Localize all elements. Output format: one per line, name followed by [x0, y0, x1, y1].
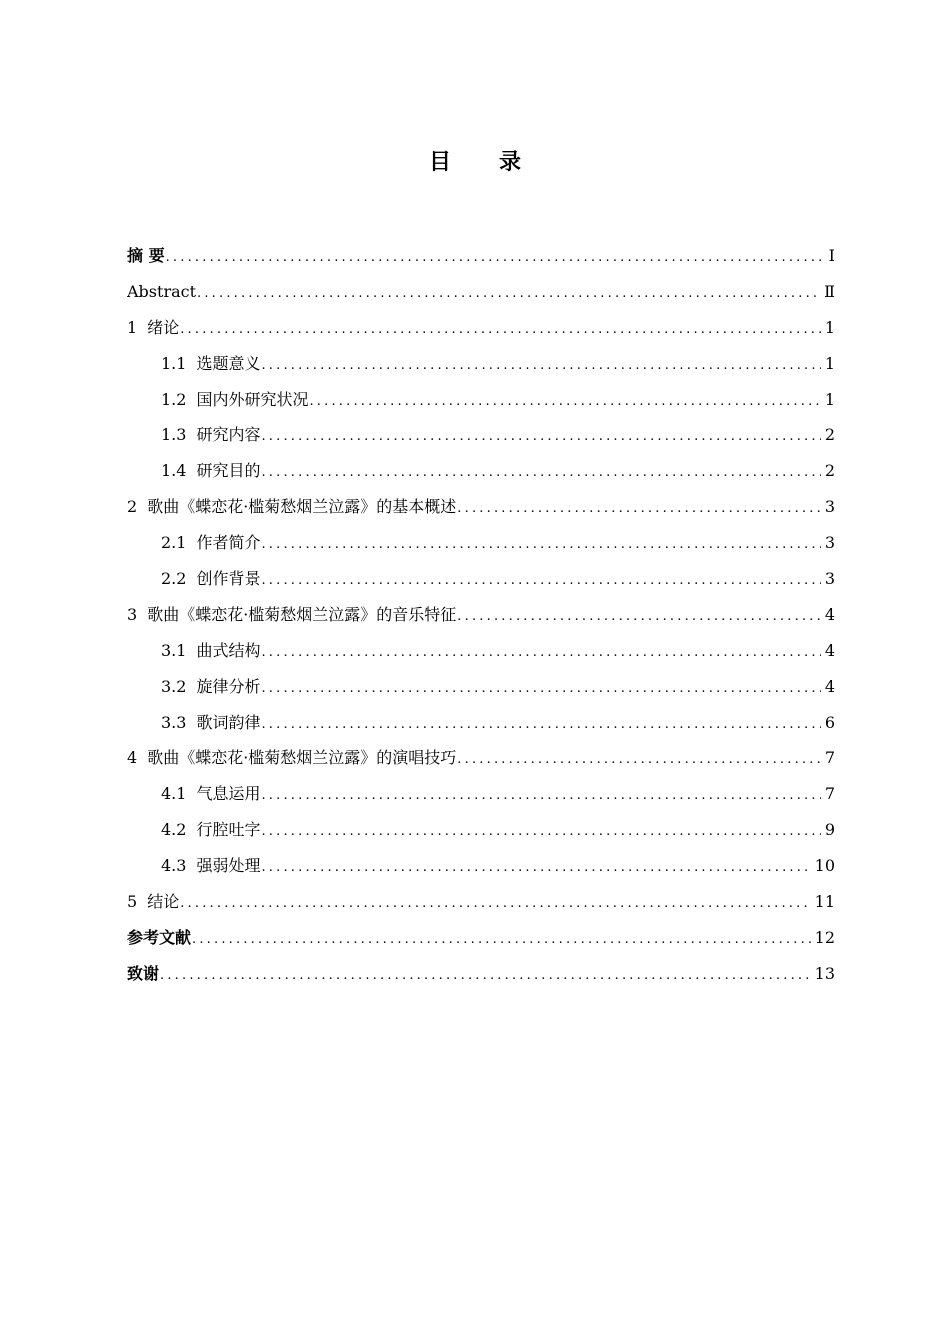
toc-entry-page-number: Ⅰ — [828, 246, 835, 265]
toc-entry[interactable] — [127, 705, 835, 741]
toc-entry-page-number: 6 — [824, 712, 835, 732]
toc-entry-page-number: Ⅱ — [824, 281, 835, 301]
toc-dot-leader — [192, 922, 811, 956]
toc-entry-title: 行腔吐字 — [196, 820, 261, 840]
toc-entry-page-number: 4 — [824, 604, 835, 624]
toc-entry-title: 歌词韵律 — [196, 712, 261, 732]
toc-dot-leader — [261, 671, 820, 705]
toc-entry-title: 摘 要 — [127, 246, 165, 265]
toc-entry-title: 创作背景 — [196, 569, 261, 589]
toc-entry[interactable] — [127, 812, 835, 848]
toc-dot-leader — [160, 958, 811, 992]
toc-dot-leader — [261, 563, 820, 597]
toc-entry[interactable] — [127, 525, 835, 561]
toc-dot-leader — [261, 455, 820, 489]
toc-dot-leader — [261, 419, 820, 453]
toc-entry-page-number: 9 — [824, 820, 835, 840]
toc-entry[interactable] — [127, 238, 835, 274]
toc-entry[interactable] — [127, 956, 835, 992]
toc-entry[interactable] — [127, 453, 835, 489]
toc-entry-title: 绪论 — [147, 317, 180, 337]
toc-entry-page-number: 4 — [824, 640, 835, 660]
toc-entry-number: 1.4 — [161, 461, 187, 481]
toc-entry-number: 3.3 — [161, 712, 187, 732]
toc-entry-number: 1.2 — [161, 389, 187, 409]
toc-entry[interactable] — [127, 310, 835, 346]
toc-entry-page-number: 2 — [824, 461, 835, 481]
toc-entry-page-number: 3 — [824, 533, 835, 553]
toc-dot-leader — [166, 240, 821, 274]
toc-entry-number: 3 — [127, 604, 138, 624]
toc-entry-number: 3.1 — [161, 640, 187, 660]
toc-dot-leader — [197, 276, 820, 310]
toc-entry-page-number: 3 — [824, 497, 835, 517]
toc-entry[interactable] — [127, 776, 835, 812]
toc-dot-leader — [261, 850, 810, 884]
table-of-contents — [127, 238, 835, 992]
toc-entry-title: 歌曲《蝶恋花·槛菊愁烟兰泣露》的演唱技巧 — [147, 748, 457, 768]
toc-entry-title: 气息运用 — [196, 784, 261, 804]
toc-entry-title: 作者简介 — [196, 533, 261, 553]
toc-entry-title: Abstract — [127, 281, 197, 301]
toc-entry-number: 3.2 — [161, 676, 187, 696]
toc-entry-page-number: 1 — [824, 389, 835, 409]
toc-entry-page-number: 1 — [824, 353, 835, 373]
toc-entry-number: 2.1 — [161, 533, 187, 553]
toc-entry-number: 2 — [127, 497, 138, 517]
toc-entry-number: 4 — [127, 748, 138, 768]
page-title — [0, 146, 950, 180]
toc-entry-title: 研究内容 — [196, 425, 261, 445]
toc-entry-number: 4.3 — [161, 856, 187, 876]
toc-entry[interactable] — [127, 669, 835, 705]
toc-entry-page-number: 3 — [824, 569, 835, 589]
toc-entry[interactable] — [127, 848, 835, 884]
toc-entry[interactable] — [127, 274, 835, 310]
toc-entry[interactable] — [127, 633, 835, 669]
toc-entry-title: 旋律分析 — [196, 676, 261, 696]
toc-entry-page-number: 13 — [814, 963, 835, 983]
toc-entry-title: 歌曲《蝶恋花·槛菊愁烟兰泣露》的基本概述 — [147, 497, 457, 517]
toc-entry[interactable] — [127, 417, 835, 453]
toc-dot-leader — [261, 707, 820, 741]
toc-entry-title: 结论 — [147, 892, 180, 912]
toc-dot-leader — [457, 491, 821, 525]
toc-entry-number: 1.3 — [161, 425, 187, 445]
toc-entry-title: 曲式结构 — [196, 640, 261, 660]
toc-dot-leader — [261, 814, 820, 848]
toc-entry-page-number: 2 — [824, 425, 835, 445]
toc-entry[interactable] — [127, 382, 835, 418]
toc-entry[interactable] — [127, 561, 835, 597]
toc-dot-leader — [457, 742, 821, 776]
toc-entry-number: 1 — [127, 317, 138, 337]
toc-entry-number: 5 — [127, 892, 138, 912]
toc-dot-leader — [261, 635, 820, 669]
toc-entry-page-number: 7 — [824, 748, 835, 768]
toc-entry-title: 选题意义 — [196, 353, 261, 373]
toc-entry-page-number: 11 — [814, 892, 835, 912]
toc-entry-title: 国内外研究状况 — [196, 389, 309, 409]
toc-entry-number: 1.1 — [161, 353, 187, 373]
toc-entry-title: 歌曲《蝶恋花·槛菊愁烟兰泣露》的音乐特征 — [147, 604, 457, 624]
toc-dot-leader — [261, 348, 820, 382]
toc-dot-leader — [180, 886, 810, 920]
toc-entry-number: 4.1 — [161, 784, 187, 804]
toc-entry-title: 研究目的 — [196, 461, 261, 481]
toc-entry-title: 强弱处理 — [196, 856, 261, 876]
toc-dot-leader — [457, 599, 821, 633]
toc-dot-leader — [309, 384, 820, 418]
toc-entry[interactable] — [127, 740, 835, 776]
page-title-part-1: 目 — [428, 150, 451, 175]
toc-entry-page-number: 12 — [814, 927, 835, 947]
toc-dot-leader — [180, 312, 821, 346]
toc-entry-page-number: 4 — [824, 676, 835, 696]
toc-entry[interactable] — [127, 346, 835, 382]
toc-entry[interactable] — [127, 884, 835, 920]
toc-entry[interactable] — [127, 597, 835, 633]
toc-dot-leader — [261, 778, 820, 812]
toc-entry-page-number: 1 — [824, 317, 835, 337]
toc-entry-title: 参考文献 — [127, 927, 192, 947]
toc-entry-page-number: 10 — [814, 856, 835, 876]
toc-entry[interactable] — [127, 920, 835, 956]
toc-dot-leader — [261, 527, 820, 561]
toc-entry-page-number: 7 — [824, 784, 835, 804]
toc-entry-number: 2.2 — [161, 569, 187, 589]
toc-entry[interactable] — [127, 489, 835, 525]
page-title-part-2: 录 — [499, 150, 522, 175]
toc-entry-number: 4.2 — [161, 820, 187, 840]
toc-entry-title: 致谢 — [127, 963, 160, 983]
